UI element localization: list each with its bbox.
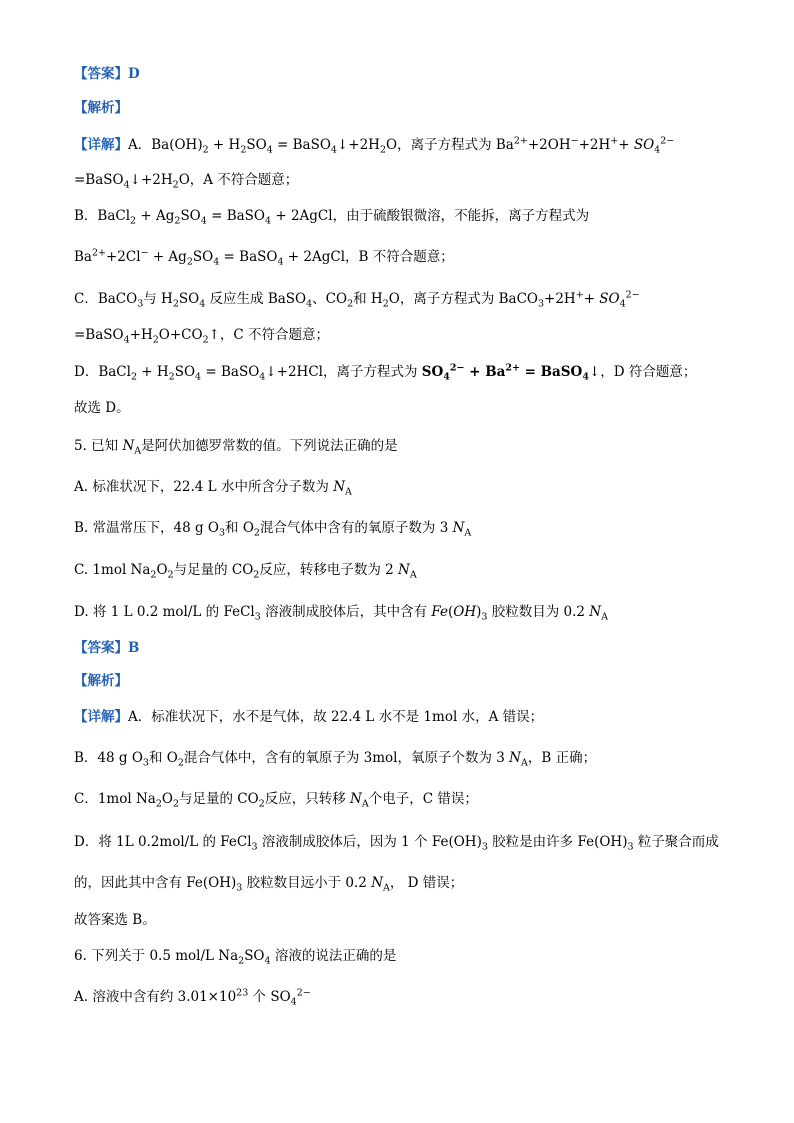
- explanation-line: B．BaCl$_2$ + $Ag_2SO_4$ = BaSO$_4$ + 2AgCl，由于硫酸银微溶，不能拆，离子方程式为: [74, 208, 590, 227]
- explanation-line: 的，因此其中含有 $Fe(OH)_3$ 胶粒数目远小于 0.2 $N_A$， D 错误；: [74, 875, 464, 894]
- analysis-label: 【解析】: [74, 673, 128, 689]
- option-d: D. 将 1 L 0.2 mol/L 的 FeCl$_3$ 溶液制成胶体后，其中含有 $Fe(OH)_3$ 胶粒数目为 0.2 $N_A$: [74, 604, 608, 623]
- question-stem: 6. 下列关于 0.5 mol/L $Na_2SO_4$ 溶液的说法正确的是: [74, 948, 397, 967]
- conclusion-line: 故选 D。: [74, 400, 130, 416]
- option-a: A. 溶液中含有约 $3.01\times 10^{23}$ 个 $SO_4^{2-}$: [74, 987, 311, 1008]
- option-b: B. 常温常压下，48 g $O_3$和 $O_2$混合气体中含有的氧原子数为 3 $N_A$: [74, 520, 472, 539]
- analysis-label: 【解析】: [74, 100, 128, 116]
- explanation-line: B．48 g $O_3$和 $O_2$混合气体中，含有的氧原子为 3mol，氧原子个数为 3 $N_A$，B 正确；: [74, 750, 597, 769]
- answer-label: 【答案】B: [74, 640, 140, 656]
- explanation-line: D．BaCl$_2$ + $H_2SO_4$ = BaSO$_4$↓+2HCl，离子方程式为 $SO_4^{2-} + Ba^{2+}$ = BaSO$_4$↓，D 符合题意；: [74, 362, 697, 383]
- explanation-line: $Ba^{2+}+2Cl^- + Ag_2SO_4$ = BaSO$_4$ + 2AgCl，B 不符合题意；: [74, 247, 454, 268]
- explanation-line: 【详解】A．标准状况下，水不是气体，故 22.4 L 水不是 1mol 水，A 错误；: [74, 709, 544, 725]
- option-a: A. 标准状况下，22.4 L 水中所含分子数为 $N_A$: [74, 479, 352, 498]
- explanation-line: C．BaCO$_3$与 $H_2SO_4$ 反应生成 BaSO$_4$、$CO_2$和 $H_2O$，离子方程式为 BaCO$_3$+2H++ $SO_4^{2-}$: [74, 289, 640, 310]
- explanation-line: $=BaSO_4↓+2H_2O$，A 不符合题意；: [74, 172, 299, 191]
- explanation-line: 【详解】A．$Ba(OH)_2 + H_2SO_4$ = $BaSO_4↓+2H_2O$，离子方程式为 $Ba^{2+}+2OH^-+2H^++ SO_4^{2-}$: [74, 135, 675, 156]
- conclusion-line: 故答案选 B。: [74, 912, 156, 928]
- option-c: C. 1mol $Na_2O_2$与足量的 $CO_2$反应，转移电子数为 2 $N_A$: [74, 562, 417, 581]
- explanation-line: D．将 1L 0.2mol/L 的 FeCl$_3$ 溶液制成胶体后，因为 1 个 $Fe(OH)_3$ 胶粒是由许多 $Fe(OH)_3$ 粒子聚合而成: [74, 834, 719, 853]
- question-stem: 5. 已知 $N_A$是阿伏加德罗常数的值。下列说法正确的是: [74, 438, 398, 457]
- explanation-line: C．1mol $Na_2O_2$与足量的 $CO_2$反应，只转移 $N_A$个电子，C 错误；: [74, 791, 478, 810]
- answer-label: 【答案】D: [74, 66, 140, 82]
- explanation-line: $=BaSO_4+H_2O+CO_2↑$，C 不符合题意；: [74, 327, 330, 346]
